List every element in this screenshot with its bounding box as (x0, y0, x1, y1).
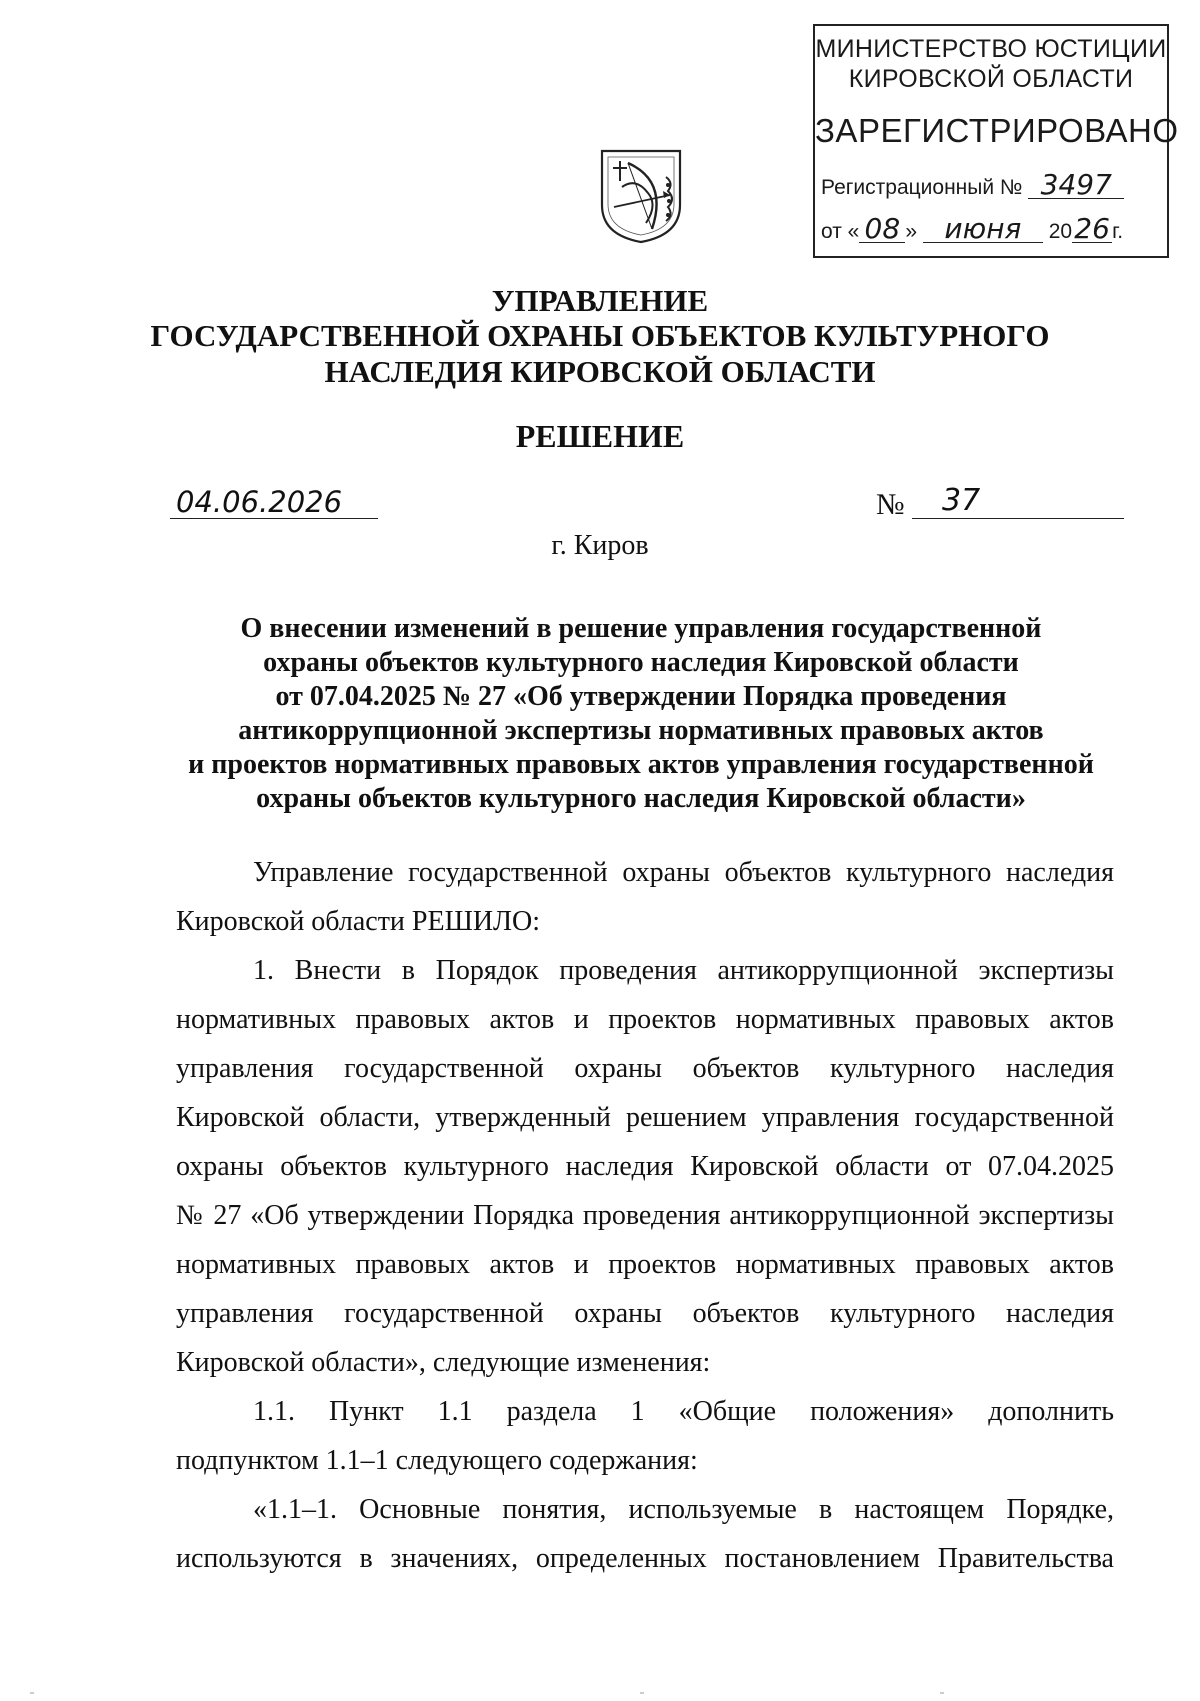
stamp-reg-number-row (821, 168, 1124, 201)
body-line: «1.1–1. Основные понятия, используемые в настоящем Порядке, (253, 1494, 1114, 1525)
body-line: управления государственной охраны объектов культурного наследия (176, 1053, 1114, 1084)
header-line-2: ГОСУДАРСТВЕННОЙ ОХРАНЫ ОБЪЕКТОВ КУЛЬТУРНОГО (150, 318, 1050, 353)
body-line: Кировской области, утвержденный решением управления государственной (176, 1102, 1114, 1133)
title-line: от 07.04.2025 № 27 «Об утверждении Порядка проведения (275, 681, 1007, 712)
body-line: управления государственной охраны объектов культурного наследия (176, 1298, 1114, 1329)
header-line-3: НАСЛЕДИЯ КИРОВСКОЙ ОБЛАСТИ (324, 354, 876, 389)
stamp-day: 08 (859, 216, 905, 243)
stamp-ministry-line: МИНИСТЕРСТВО ЮСТИЦИИ (815, 35, 1167, 63)
stamp-reg-label: Регистрационный № (821, 176, 1023, 199)
title-line: антикоррупционной экспертизы нормативных правовых актов (238, 715, 1044, 746)
title-line: О внесении изменений в решение управления государственной (240, 613, 1042, 644)
stamp-registered-line: ЗАРЕГИСТРИРОВАНО (815, 112, 1179, 149)
title-line: и проектов нормативных правовых актов управления государственной (188, 749, 1094, 780)
handwritten-number: 37 (912, 484, 1124, 519)
stamp-month: июня (923, 216, 1043, 243)
number-sign: № (876, 488, 905, 521)
body-line: Управление государственной охраны объектов культурного наследия (253, 857, 1114, 888)
body-line: подпунктом 1.1–1 следующего содержания: (176, 1445, 698, 1476)
stamp-date-row (821, 212, 1124, 245)
stamp-year-end: г. (1112, 220, 1124, 243)
city-label: г. Киров (551, 530, 649, 561)
body-line: Кировской области РЕШИЛО: (176, 906, 541, 937)
body-line: используются в значениях, определенных постановлением Правительства (176, 1543, 1114, 1574)
kirov-coat-of-arms-icon (598, 147, 684, 245)
stamp-year-prefix: 20 (1048, 220, 1073, 243)
stamp-reg-number: 3497 (1028, 172, 1124, 199)
body-line: нормативных правовых актов и проектов нормативных правовых актов (176, 1004, 1114, 1035)
stamp-region-line: КИРОВСКОЙ ОБЛАСТИ (848, 65, 1134, 93)
body-line: нормативных правовых актов и проектов нормативных правовых актов (176, 1249, 1114, 1280)
body-line: Кировской области», следующие изменения: (176, 1347, 711, 1378)
handwritten-date: 04.06.2026 (170, 486, 378, 519)
title-line: охраны объектов культурного наследия Кировской области (263, 647, 1019, 678)
body-line: 1.1. Пункт 1.1 раздела 1 «Общие положения» дополнить (253, 1396, 1114, 1427)
body-line: 1. Внести в Порядок проведения антикоррупционной экспертизы (253, 955, 1114, 986)
scan-edge-marks (0, 1692, 1200, 1694)
body-line: № 27 «Об утверждении Порядка проведения антикоррупционной экспертизы (176, 1200, 1114, 1231)
title-line: охраны объектов культурного наследия Кировской области» (256, 783, 1026, 814)
stamp-date-mid: » (905, 220, 918, 243)
registration-stamp (813, 24, 1179, 258)
stamp-year-suffix: 26 (1072, 216, 1112, 243)
stamp-date-prefix: от « (821, 220, 860, 243)
body-line: охраны объектов культурного наследия Кировской области от 07.04.2025 (176, 1151, 1114, 1182)
document-type-title: РЕШЕНИЕ (515, 418, 685, 454)
header-line-1: УПРАВЛЕНИЕ (491, 283, 709, 318)
